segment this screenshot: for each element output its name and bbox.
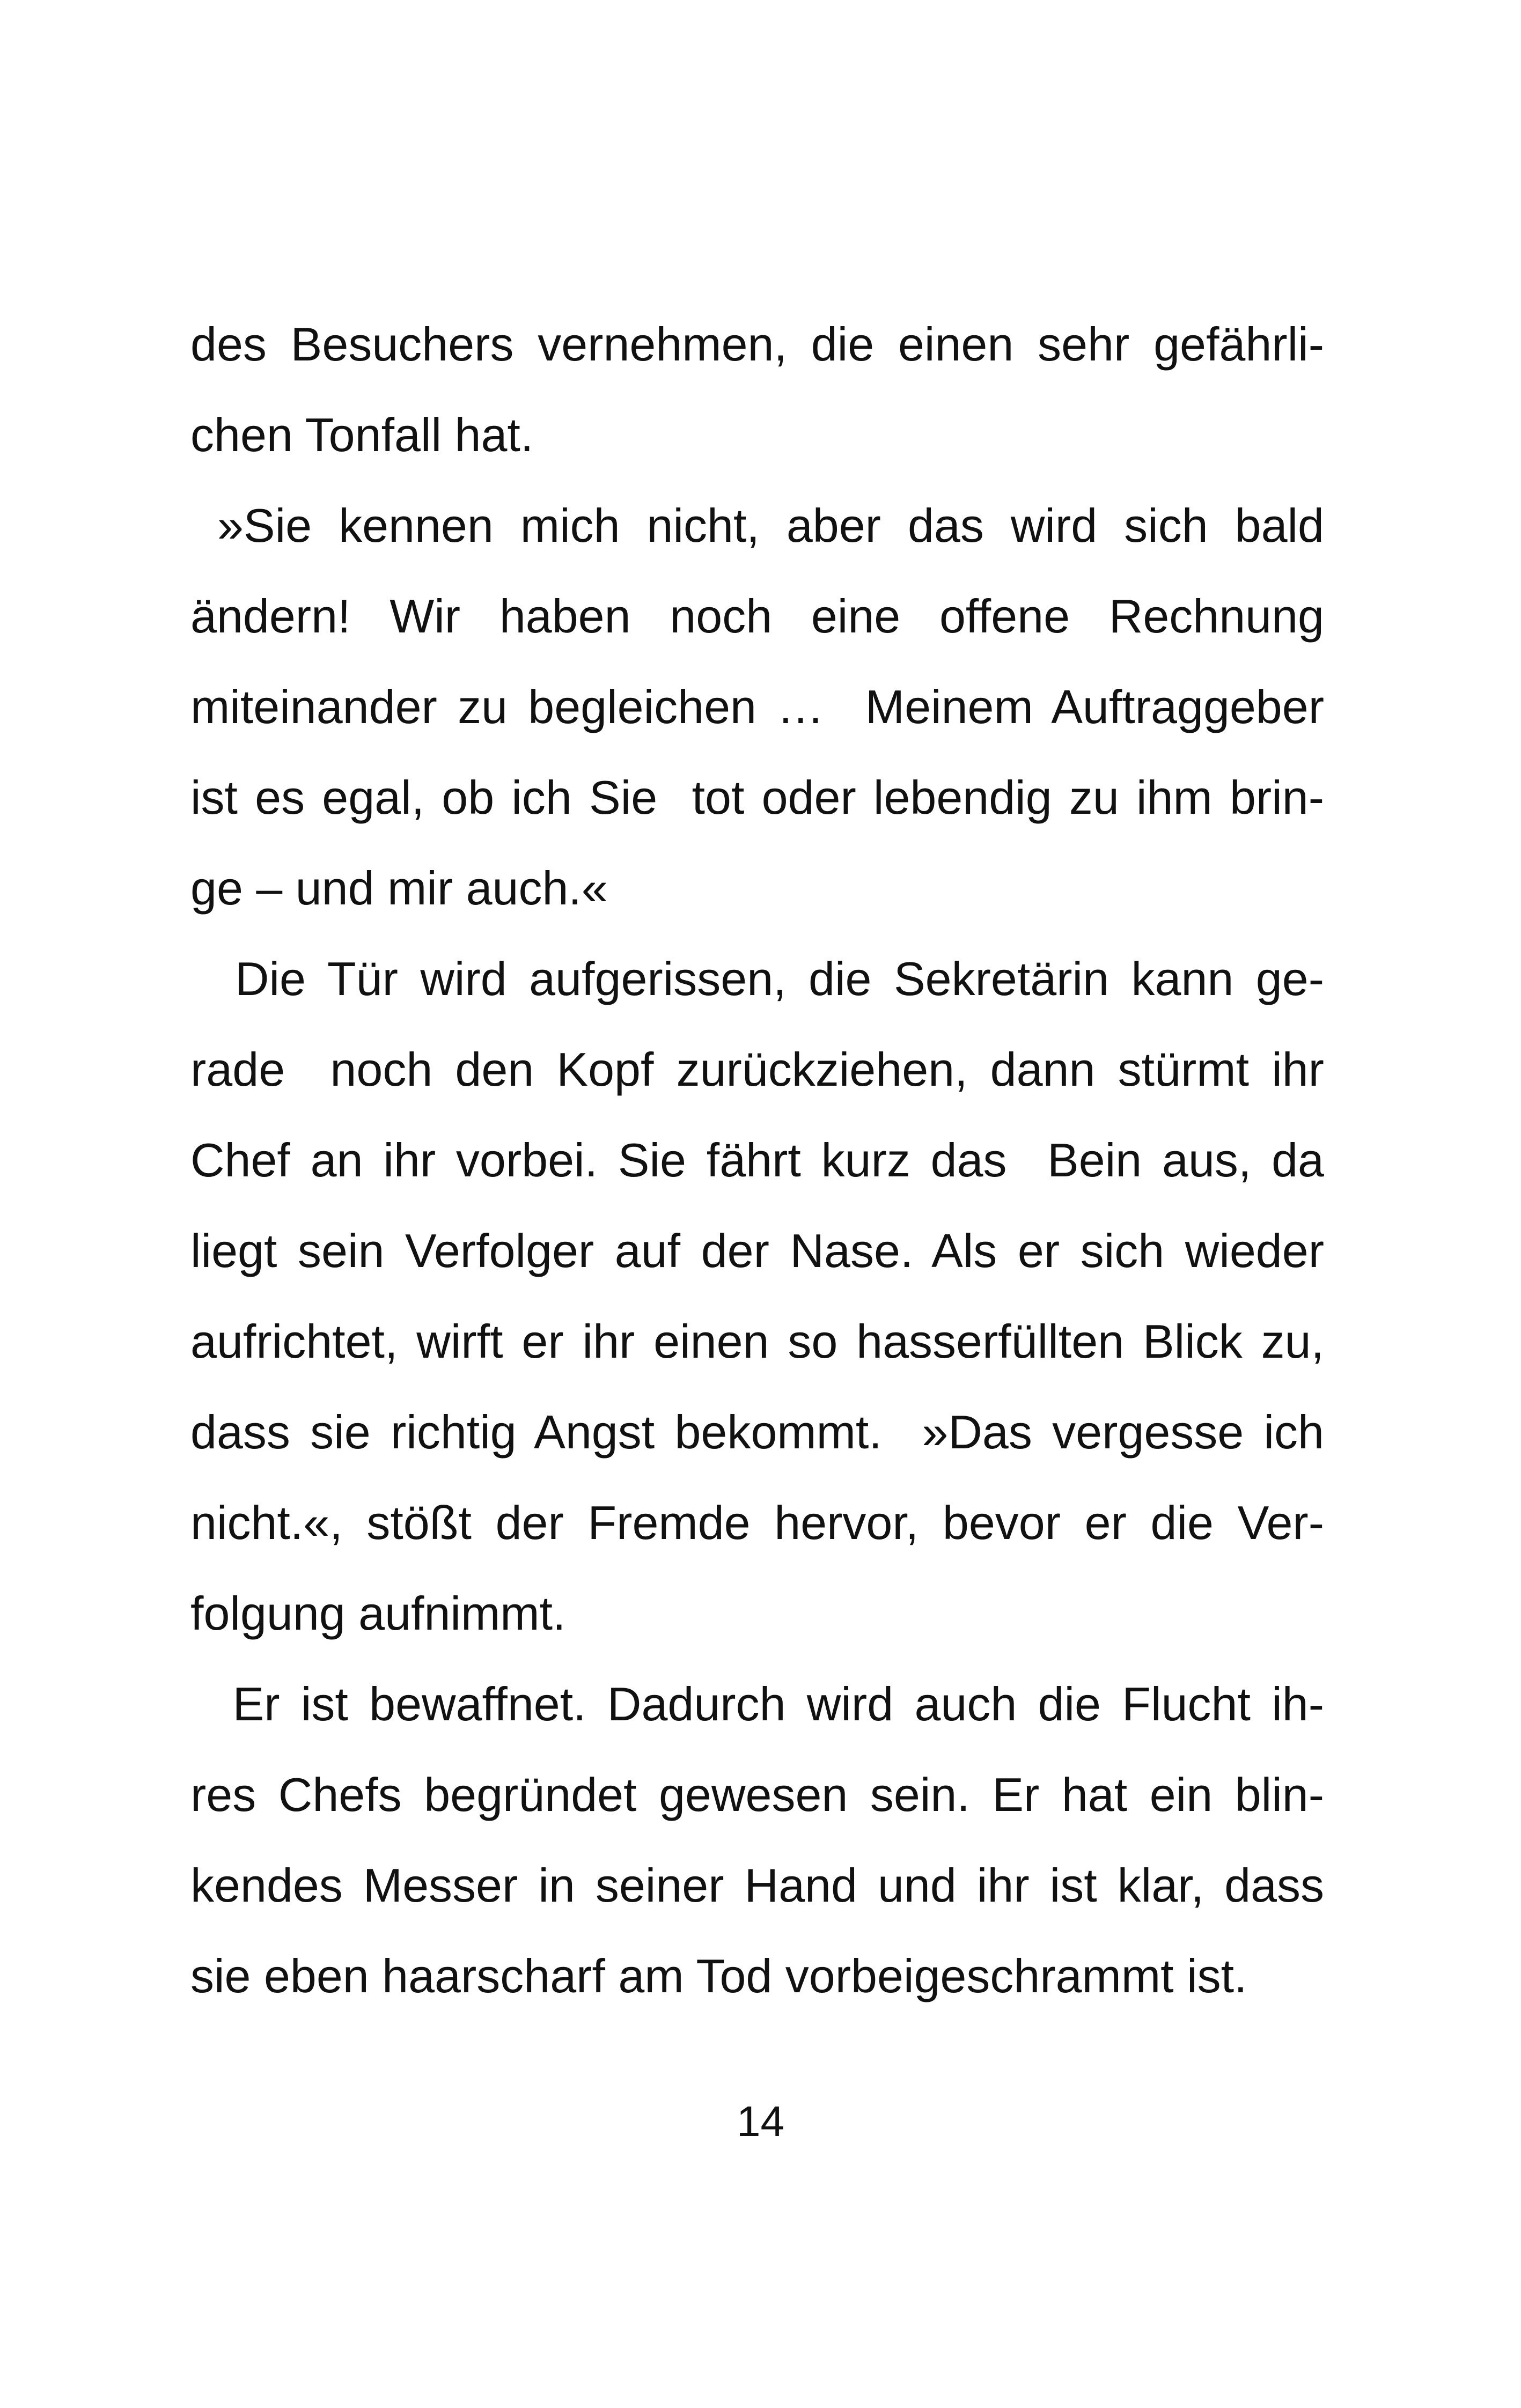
text-line: Die Tür wird aufgerissen, die Sekretärin kann ge-	[190, 952, 1324, 1005]
body-text	[190, 308, 1324, 2031]
text-line: »Sie kennen mich nicht, aber das wird sich bald	[190, 499, 1324, 552]
text-line: chen Tonfall hat.	[190, 408, 534, 461]
text-line: Chef an ihr vorbei. Sie fährt kurz das Bein aus, da	[190, 1133, 1324, 1187]
text-line: rade noch den Kopf zurückziehen, dann stürmt ihr	[190, 1043, 1324, 1096]
text-line: nicht.«, stößt der Fremde hervor, bevor er die Ver-	[190, 1496, 1324, 1549]
text-line: res Chefs begründet gewesen sein. Er hat ein blin-	[190, 1768, 1324, 1821]
text-line: kendes Messer in seiner Hand und ihr ist klar, dass	[190, 1859, 1324, 1912]
text-line: des Besuchers vernehmen, die einen sehr gefährli-	[190, 318, 1324, 371]
text-line: sie eben haarscharf am Tod vorbeigeschrammt ist.	[190, 1949, 1247, 2002]
page-number: 14	[737, 2097, 784, 2145]
text-line: Er ist bewaffnet. Dadurch wird auch die Flucht ih-	[190, 1677, 1324, 1730]
text-line: ändern! Wir haben noch eine offene Rechnung	[190, 590, 1324, 643]
text-line: aufrichtet, wirft er ihr einen so hasserfüllten Blick zu,	[190, 1315, 1324, 1368]
text-line: liegt sein Verfolger auf der Nase. Als er sich wieder	[190, 1224, 1324, 1277]
text-line: folgung aufnimmt.	[190, 1587, 566, 1640]
text-line: miteinander zu begleichen … Meinem Auftraggeber	[190, 680, 1324, 733]
text-line: ist es egal, ob ich Sie tot oder lebendig zu ihm brin-	[190, 771, 1324, 824]
text-line: dass sie richtig Angst bekommt. »Das vergesse ich	[190, 1405, 1324, 1459]
text-line: ge – und mir auch.«	[190, 861, 608, 915]
